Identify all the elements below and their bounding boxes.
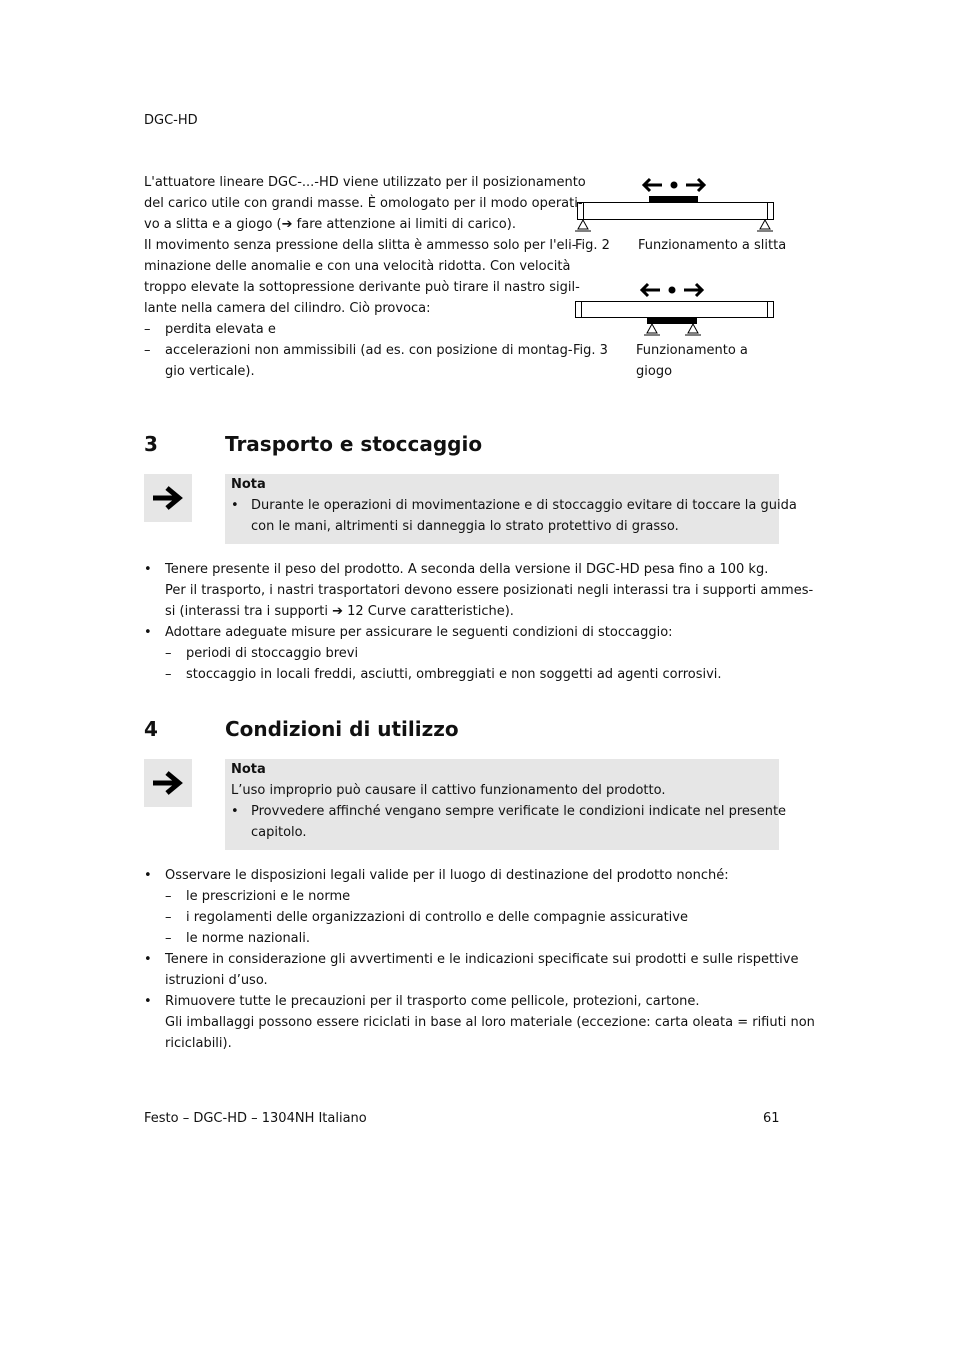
figure-caption: Funzionamento a — [636, 343, 748, 358]
dash: – — [144, 322, 151, 337]
figure-number: Fig. 3 — [573, 343, 608, 358]
list-item: Tenere in considerazione gli avvertimenti e le indicazioni specificate sui prodotti e sulle rispettive — [165, 952, 799, 967]
dash-item: accelerazioni non ammissibili (ad es. con posizione di montag- — [165, 343, 573, 358]
list-item: Tenere presente il peso del prodotto. A seconda della versione il DGC-HD pesa fino a 100 kg. — [165, 562, 769, 577]
note-box — [225, 474, 797, 544]
page-number: 61 — [763, 1111, 780, 1126]
bullet: • — [231, 804, 239, 819]
note-line: Provvedere affinché vengano sempre verificate le condizioni indicate nel presente — [251, 804, 787, 819]
section-number: 4 — [144, 717, 158, 741]
list-item: Rimuovere tutte le precauzioni per il trasporto come pellicole, protezioni, cartone. — [165, 994, 700, 1009]
note-line: con le mani, altrimenti si danneggia lo strato protettivo di grasso. — [251, 519, 679, 534]
list-item: le norme nazionali. — [186, 931, 311, 946]
bullet: • — [144, 952, 152, 967]
list-item: Osservare le disposizioni legali valide per il luogo di destinazione del prodotto nonché: — [165, 868, 729, 883]
list-item: si (interassi tra i supporti ➔ 12 Curve caratteristiche). — [165, 604, 514, 619]
note-arrow-icon — [144, 474, 192, 522]
list-item: Gli imballaggi possono essere riciclati in base al loro materiale (eccezione: carta oleata = rifiuti non — [165, 1015, 815, 1030]
running-header: DGC-HD — [144, 113, 198, 128]
note-box — [225, 759, 787, 850]
intro-line: troppo elevate la sottopressione derivante può tirare il nastro sigil- — [144, 280, 580, 295]
bullet: • — [231, 498, 239, 513]
list-item: le prescrizioni e le norme — [186, 889, 351, 904]
dash-item: perdita elevata e — [165, 322, 276, 337]
intro-line: minazione delle anomalie e con una velocità ridotta. Con velocità — [144, 259, 571, 274]
intro-line: L'attuatore lineare DGC-...-HD viene utilizzato per il posizionamento — [144, 175, 586, 190]
dash: – — [165, 889, 172, 904]
section-number: 3 — [144, 432, 158, 456]
figure-number: Fig. 2 — [575, 238, 610, 253]
dash: – — [144, 343, 151, 358]
section-title: Trasporto e stoccaggio — [225, 432, 483, 456]
list-item: stoccaggio in locali freddi, asciutti, ombreggiati e non soggetti ad agenti corrosivi. — [186, 667, 722, 682]
figure-caption: Funzionamento a slitta — [638, 238, 787, 253]
intro-line: Il movimento senza pressione della slitta è ammesso solo per l'eli- — [144, 238, 577, 253]
list-item: riciclabili). — [165, 1036, 232, 1051]
dash: – — [165, 646, 172, 661]
figure-yoke-operation — [570, 278, 780, 338]
dash: – — [165, 910, 172, 925]
dash: – — [165, 667, 172, 682]
note-title: Nota — [231, 477, 266, 492]
dash: – — [165, 931, 172, 946]
bullet: • — [144, 994, 152, 1009]
section-title: Condizioni di utilizzo — [225, 717, 459, 741]
list-item: Per il trasporto, i nastri trasportatori devono essere posizionati negli interassi tra i supporti ammes- — [165, 583, 814, 598]
note-line: capitolo. — [251, 825, 307, 840]
note-title: Nota — [231, 762, 266, 777]
note-line: Durante le operazioni di movimentazione e di stoccaggio evitare di toccare la guida — [251, 498, 797, 513]
list-item: periodi di stoccaggio brevi — [186, 646, 359, 661]
list-item: i regolamenti delle organizzazioni di controllo e delle compagnie assicurative — [186, 910, 688, 925]
intro-line: del carico utile con grandi masse. È omologato per il modo operati- — [144, 196, 583, 211]
note-line: L’uso improprio può causare il cattivo funzionamento del prodotto. — [231, 783, 666, 798]
footer-text: Festo – DGC-HD – 1304NH Italiano — [144, 1111, 367, 1126]
figure-slide-operation — [570, 172, 780, 232]
note-arrow-icon — [144, 759, 192, 807]
intro-line: vo a slitta e a giogo (➔ fare attenzione ai limiti di carico). — [144, 217, 516, 232]
list-item: istruzioni d’uso. — [165, 973, 268, 988]
bullet: • — [144, 625, 152, 640]
bullet: • — [144, 868, 152, 883]
intro-line: lante nella camera del cilindro. Ciò provoca: — [144, 301, 431, 316]
bullet: • — [144, 562, 152, 577]
dash-item: gio verticale). — [165, 364, 255, 379]
figure-caption: giogo — [636, 364, 673, 379]
list-item: Adottare adeguate misure per assicurare le seguenti condizioni di stoccaggio: — [165, 625, 673, 640]
